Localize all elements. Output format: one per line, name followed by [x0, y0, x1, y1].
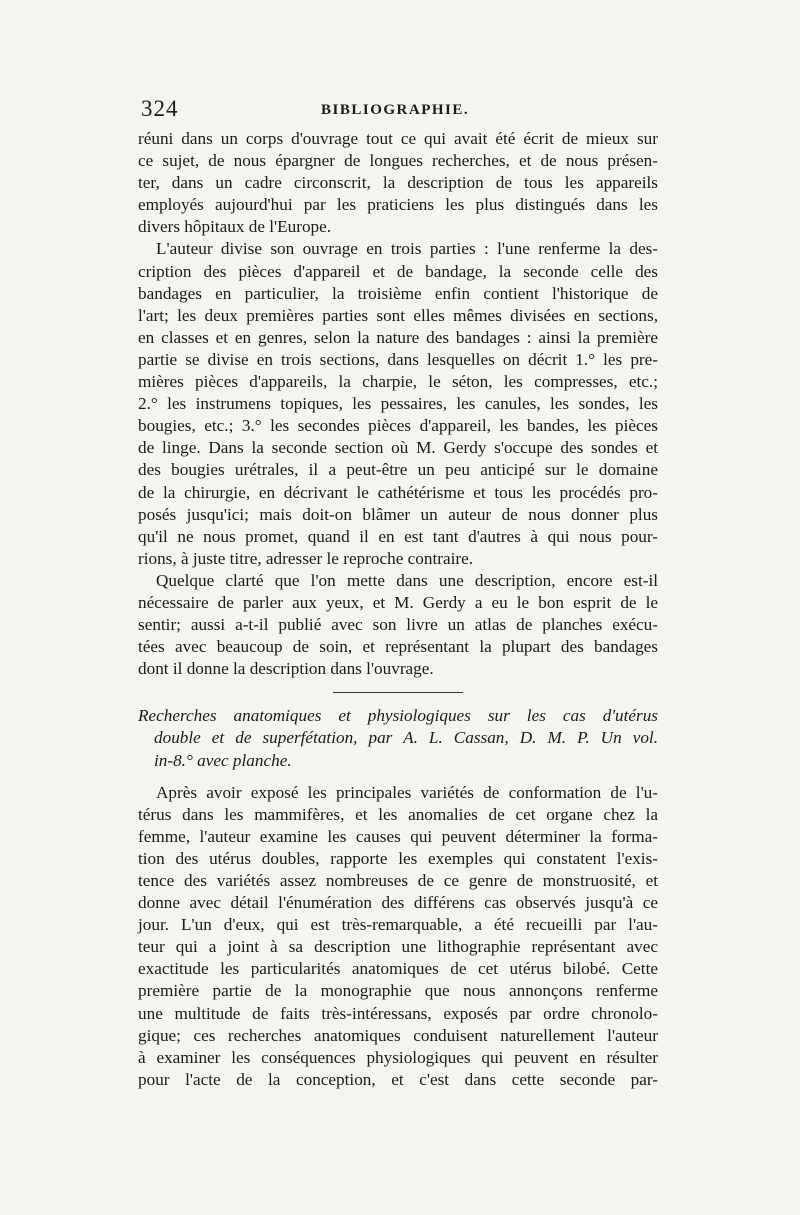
text-line: rions, à juste titre, adresser le reproche contraire.	[138, 548, 474, 568]
text-line: gique; ces recherches anatomiques conduisent naturellement l'auteur	[138, 1025, 658, 1045]
paragraph-1	[138, 128, 658, 238]
text-line: 2.° les instrumens topiques, les pessaires, les canules, les sondes, les	[138, 394, 658, 414]
text-line: L'auteur divise son ouvrage en trois parties : l'une renferme la des-	[156, 239, 658, 259]
text-line: de la chirurgie, en décrivant le cathétérisme et tous les procédés pro-	[138, 482, 658, 502]
text-line: à examiner les conséquences physiologiques qui peuvent en résulter	[138, 1047, 658, 1067]
paragraph-3	[138, 570, 658, 680]
text-line: femme, l'auteur examine les causes qui peuvent déterminer la forma-	[138, 826, 658, 846]
text-line: employés aujourd'hui par les praticiens les plus distingués dans les	[138, 195, 658, 215]
running-title: BIBLIOGRAPHIE.	[321, 102, 470, 118]
text-line: térus dans les mammifères, et les anomalies de cet organe chez la	[138, 804, 658, 824]
text-line: en classes et en genres, selon la nature des bandages : ainsi la première	[138, 327, 658, 347]
text-line: posés jusqu'ici; mais doit-on blâmer un auteur de nous donner plus	[138, 504, 658, 524]
book-title-line: Recherches anatomiques et physiologiques sur les cas d'utérus	[138, 706, 658, 726]
text-line: donne avec détail l'énumération des différens cas observés jusqu'à ce	[138, 893, 658, 913]
text-line: Quelque clarté que l'on mette dans une description, encore est-il	[156, 570, 658, 590]
text-line: des bougies urétrales, il a peut-être un peu anticipé sur le domaine	[138, 460, 658, 480]
text-line: l'art; les deux premières parties sont elles mêmes divisées en sections,	[138, 305, 658, 325]
text-line: qu'il ne nous promet, quand il en est tant d'autres à qui nous pour-	[138, 526, 658, 546]
text-line: première partie de la monographie que nous annonçons renferme	[138, 981, 658, 1001]
text-line: exactitude les particularités anatomiques de cet utérus bilobé. Cette	[138, 959, 658, 979]
text-line: tées avec beaucoup de soin, et représentant la plupart des bandages	[138, 637, 658, 657]
text-line: pour l'acte de la conception, et c'est dans cette seconde par-	[138, 1069, 658, 1089]
text-line: bougies, etc.; 3.° les secondes pièces d'appareil, les bandes, les pièces	[138, 416, 658, 436]
text-line: une multitude de faits très-intéressans, exposés par ordre chronolo-	[138, 1003, 658, 1023]
section-divider	[333, 692, 463, 693]
paragraph-4	[138, 782, 658, 1091]
paragraph-2	[138, 238, 658, 569]
page-body	[138, 128, 658, 1091]
text-line: dont il donne la description dans l'ouvrage.	[138, 659, 434, 679]
text-line: bandages en particulier, la troisième enfin contient l'historique de	[138, 283, 658, 303]
text-line: Après avoir exposé les principales variétés de conformation de l'u-	[156, 782, 658, 802]
text-line: cription des pièces d'appareil et de bandage, la seconde celle des	[138, 261, 658, 281]
book-title-entry	[138, 705, 658, 771]
text-line: divers hôpitaux de l'Europe.	[138, 217, 332, 237]
text-line: tion des utérus doubles, rapporte les exemples qui constatent l'exis-	[138, 848, 658, 868]
text-line: ter, dans un cadre circonscrit, la description de tous les appareils	[138, 173, 658, 193]
book-title-line: in-8.° avec planche.	[154, 750, 292, 770]
text-line: jour. L'un d'eux, qui est très-remarquable, a été recueilli par l'au-	[138, 915, 658, 935]
text-line: nécessaire de parler aux yeux, et M. Gerdy a eu le bon esprit de le	[138, 592, 658, 612]
text-line: réuni dans un corps d'ouvrage tout ce qui avait été écrit de mieux sur	[138, 129, 658, 148]
page-header	[141, 96, 659, 126]
text-line: de linge. Dans la seconde section où M. Gerdy s'occupe des sondes et	[138, 438, 658, 458]
text-line: teur qui a joint à sa description une lithographie représentant avec	[138, 937, 658, 957]
text-line: mières pièces d'appareils, la charpie, le séton, les compresses, etc.;	[138, 372, 658, 392]
text-line: ce sujet, de nous épargner de longues recherches, et de nous présen-	[138, 151, 658, 171]
page-number: 324	[141, 96, 179, 121]
text-line: partie se divise en trois sections, dans lesquelles on décrit 1.° les pre-	[138, 349, 658, 369]
book-title-line: double et de superfétation, par A. L. Cassan, D. M. P. Un vol.	[154, 728, 658, 748]
text-line: sentir; aussi a-t-il publié avec son livre un atlas de planches exécu-	[138, 615, 658, 635]
text-line: tence des variétés assez nombreuses de ce genre de monstruosité, et	[138, 871, 658, 890]
